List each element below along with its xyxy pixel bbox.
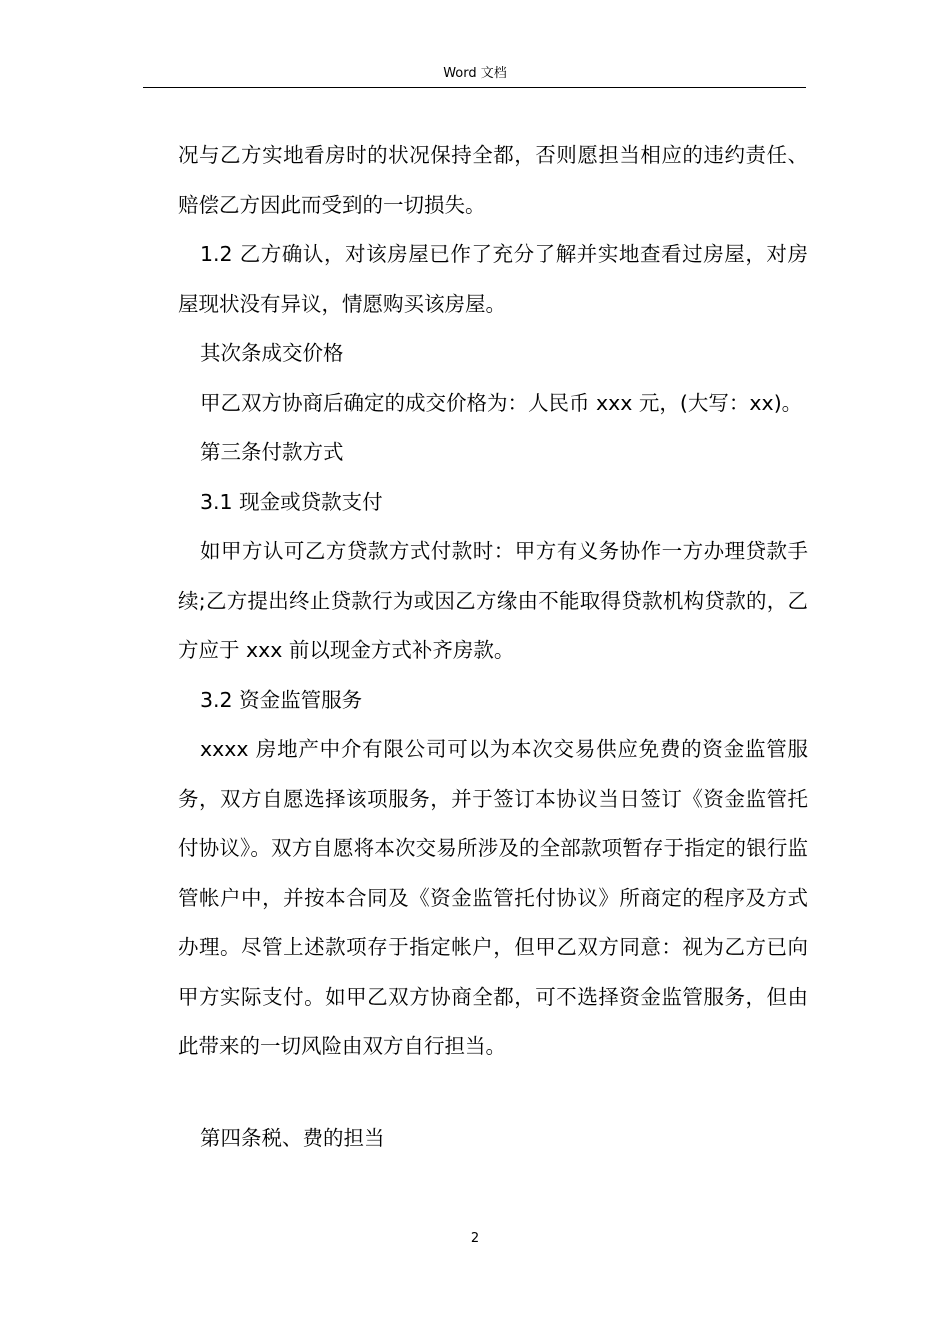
blank-line bbox=[178, 1072, 808, 1114]
section-heading: 第四条税、费的担当 bbox=[200, 1125, 385, 1150]
paragraph: 如甲方认可乙方贷款方式付款时：甲方有义务协作一方办理贷款手续;乙方提出终止贷款行为或因乙方缘由不能取得贷款机构贷款的，乙方应于 xxx 前以现金方式补齐房款。 bbox=[178, 539, 808, 662]
subsection-heading: 3.1 现金或贷款支付 bbox=[200, 489, 383, 514]
subsection-heading: 3.2 资金监管服务 bbox=[200, 687, 363, 712]
paragraph: 1.2 乙方确认，对该房屋已作了充分了解并实地查看过房屋，对房屋现状没有异议，情愿购买该房屋。 bbox=[178, 242, 808, 316]
document-body bbox=[178, 131, 808, 1163]
paragraph: xxxx 房地产中介有限公司可以为本次交易供应免费的资金监管服务，双方自愿选择该项服务，并于签订本协议当日签订《资金监管托付协议》。双方自愿将本次交易所涉及的全部款项暂存于指定的银行监管帐户中，并按本合同及《资金监管托付协议》所商定的程序及方式办理。尽管上述款项存于指定帐户，但甲乙双方同意：视为乙方已向甲方实际支付。如甲乙双方协商全都，可不选择资金监管服务，但由此带来的一切风险由双方自行担当。 bbox=[178, 737, 808, 1058]
header-title: Word 文档 bbox=[443, 66, 507, 81]
section-heading: 其次条成交价格 bbox=[200, 341, 344, 365]
header-divider bbox=[143, 87, 806, 88]
section-heading: 第三条付款方式 bbox=[200, 440, 344, 464]
page-number: 2 bbox=[470, 1231, 480, 1246]
paragraph: 况与乙方实地看房时的状况保持全都，否则愿担当相应的违约责任、赔偿乙方因此而受到的一切损失。 bbox=[178, 143, 808, 217]
paragraph: 甲乙双方协商后确定的成交价格为：人民币 xxx 元，(大写：xx)。 bbox=[200, 390, 803, 415]
